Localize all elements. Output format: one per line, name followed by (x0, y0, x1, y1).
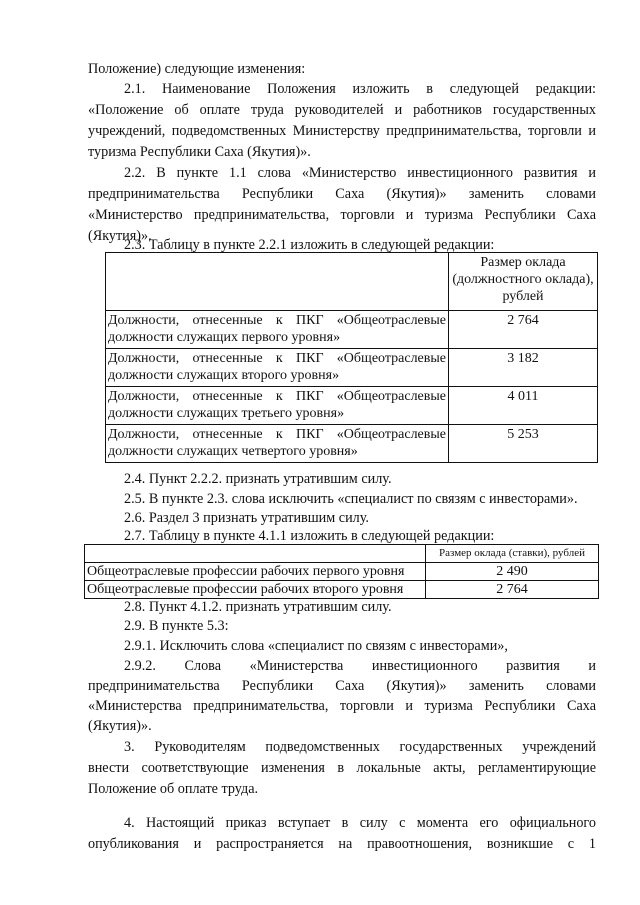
item-2-9-2-line-3: «Министерства предпринимательства, торговли и туризма Республики Саха (88, 698, 596, 714)
item-2-5: 2.5. В пункте 2.3. слова исключить «специалист по связям с инвесторами». (124, 491, 578, 507)
table-cell-value: 5 253 (449, 425, 598, 463)
table-header-row (106, 253, 598, 311)
table-cell-value: 3 182 (449, 349, 598, 387)
salary-table-employees (105, 252, 598, 463)
table-cell-position: Должности, отнесенные к ПКГ «Общеотраслевые должности служащих третьего уровня» (106, 387, 449, 425)
item-2-2-line-3: «Министерство предпринимательства, торговли и туризма Республики Саха (88, 207, 596, 223)
table-cell-value: 2 490 (426, 563, 599, 581)
table-cell-value: 4 011 (449, 387, 598, 425)
table-row (106, 311, 598, 349)
item-2-9: 2.9. В пункте 5.3: (124, 618, 229, 634)
salary-table-workers (84, 544, 599, 599)
item-2-2-line-1: 2.2. В пункте 1.1 слова «Министерство инвестиционного развития и (124, 165, 596, 181)
table-cell-value: 2 764 (426, 581, 599, 599)
item-2-4: 2.4. Пункт 2.2.2. признать утратившим силу. (124, 471, 392, 487)
table-row (106, 425, 598, 463)
item-2-8: 2.8. Пункт 4.1.2. признать утратившим силу. (124, 599, 392, 615)
table-row (85, 563, 599, 581)
item-2-2-line-4: (Якутия)». (88, 228, 152, 244)
table-header-cell: Размер оклада (ставки), рублей (426, 545, 599, 563)
item-2-9-2-line-4: (Якутия)». (88, 718, 152, 734)
item-3-line-3: Положение об оплате труда. (88, 781, 259, 797)
item-2-9-2-line-1: 2.9.2. Слова «Министерства инвестиционного развития и (124, 658, 596, 674)
item-2-7: 2.7. Таблицу в пункте 4.1.1 изложить в следующей редакции: (124, 528, 495, 544)
item-2-1-line-1: 2.1. Наименование Положения изложить в следующей редакции: (124, 81, 596, 97)
table-row (106, 387, 598, 425)
item-2-1-line-3: учреждений, подведомственных Министерству предпринимательства, торговли и (88, 123, 596, 139)
item-4-line-2: опубликования и распространяется на правоотношения, возникшие с 1 (88, 836, 596, 852)
table-header-cell: Размер оклада (должностного оклада), рублей (449, 253, 598, 311)
item-4-line-1: 4. Настоящий приказ вступает в силу с момента его официального (124, 815, 596, 831)
item-2-9-1: 2.9.1. Исключить слова «специалист по связям с инвесторами», (124, 638, 508, 654)
item-2-1-line-4: туризма Республики Саха (Якутия)». (88, 144, 311, 160)
item-3-line-2: внести соответствующие изменения в локальные акты, регламентирующие (88, 760, 596, 776)
intro-line: Положение) следующие изменения: (88, 61, 306, 77)
item-2-9-2-line-2: предпринимательства Республики Саха (Якутия)» заменить словами (88, 678, 596, 694)
item-2-1-line-2: «Положение об оплате труда руководителей и работников государственных (88, 102, 596, 118)
item-3-line-1: 3. Руководителям подведомственных государственных учреждений (124, 739, 596, 755)
table-cell-profession: Общеотраслевые профессии рабочих второго уровня (85, 581, 426, 599)
table-header-empty-cell (85, 545, 426, 563)
item-2-3: 2.3. Таблицу в пункте 2.2.1 изложить в следующей редакции: (124, 237, 495, 253)
table-header-row (85, 545, 599, 563)
table-cell-position: Должности, отнесенные к ПКГ «Общеотраслевые должности служащих четвертого уровня» (106, 425, 449, 463)
table-cell-profession: Общеотраслевые профессии рабочих первого уровня (85, 563, 426, 581)
table-cell-position: Должности, отнесенные к ПКГ «Общеотраслевые должности служащих первого уровня» (106, 311, 449, 349)
table-cell-position: Должности, отнесенные к ПКГ «Общеотраслевые должности служащих второго уровня» (106, 349, 449, 387)
table-row (85, 581, 599, 599)
table-row (106, 349, 598, 387)
table-header-empty-cell (106, 253, 449, 311)
table-cell-value: 2 764 (449, 311, 598, 349)
item-2-2-line-2: предпринимательства Республики Саха (Якутия)» заменить словами (88, 186, 596, 202)
item-2-6: 2.6. Раздел 3 признать утратившим силу. (124, 510, 369, 526)
